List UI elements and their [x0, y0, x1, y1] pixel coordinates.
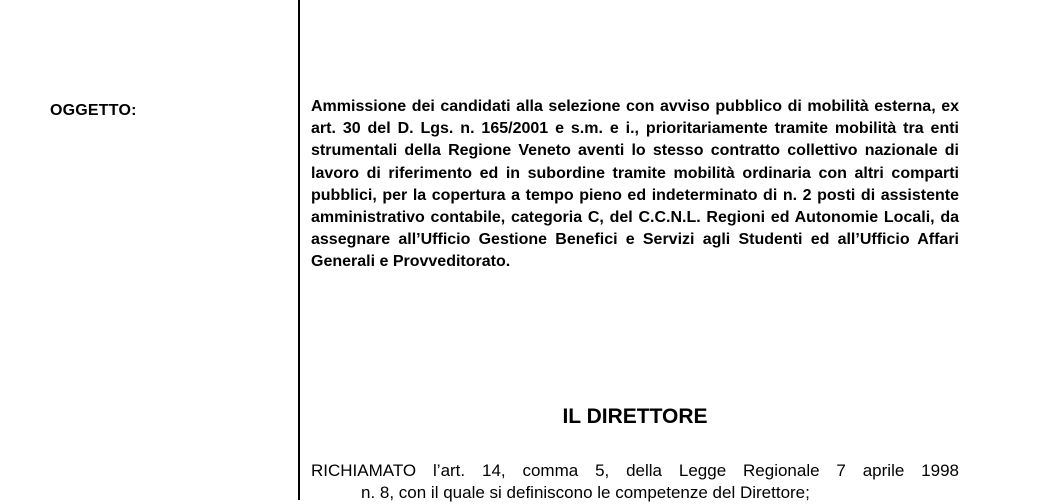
column-divider — [298, 0, 300, 500]
richiamato-line-2: n. 8, con il quale si definiscono le competenze del Direttore; — [361, 483, 810, 502]
oggetto-text: Ammissione dei candidati alla selezione con avviso pubblico di mobilità esterna, ex art. 30 del D. Lgs. n. 165/2001 e s.m. e i., prioritariamente tramite mobilità tra enti strumentali della Regione Veneto aventi lo stesso contratto collettivo nazionale di lavoro di riferimento ed in subordine tramite mobilità ordinaria con altri comparti pubblici, per la copertura a tempo pieno ed indeterminato di n. 2 posti di assistente amministrativo contabile, categoria C, del C.C.N.L. Regioni ed Autonomie Locali, da assegnare all’Ufficio Gestione Benefici e Servizi agli Studenti ed all’Ufficio Affari Generali e Provveditorato. — [311, 98, 959, 271]
richiamato-paragraph — [311, 460, 959, 504]
oggetto-label: OGGETTO: — [50, 102, 137, 119]
richiamato-line-1: RICHIAMATO l’art. 14, comma 5, della Legge Regionale 7 aprile 1998 — [311, 461, 959, 480]
section-heading: IL DIRETTORE — [562, 405, 708, 428]
